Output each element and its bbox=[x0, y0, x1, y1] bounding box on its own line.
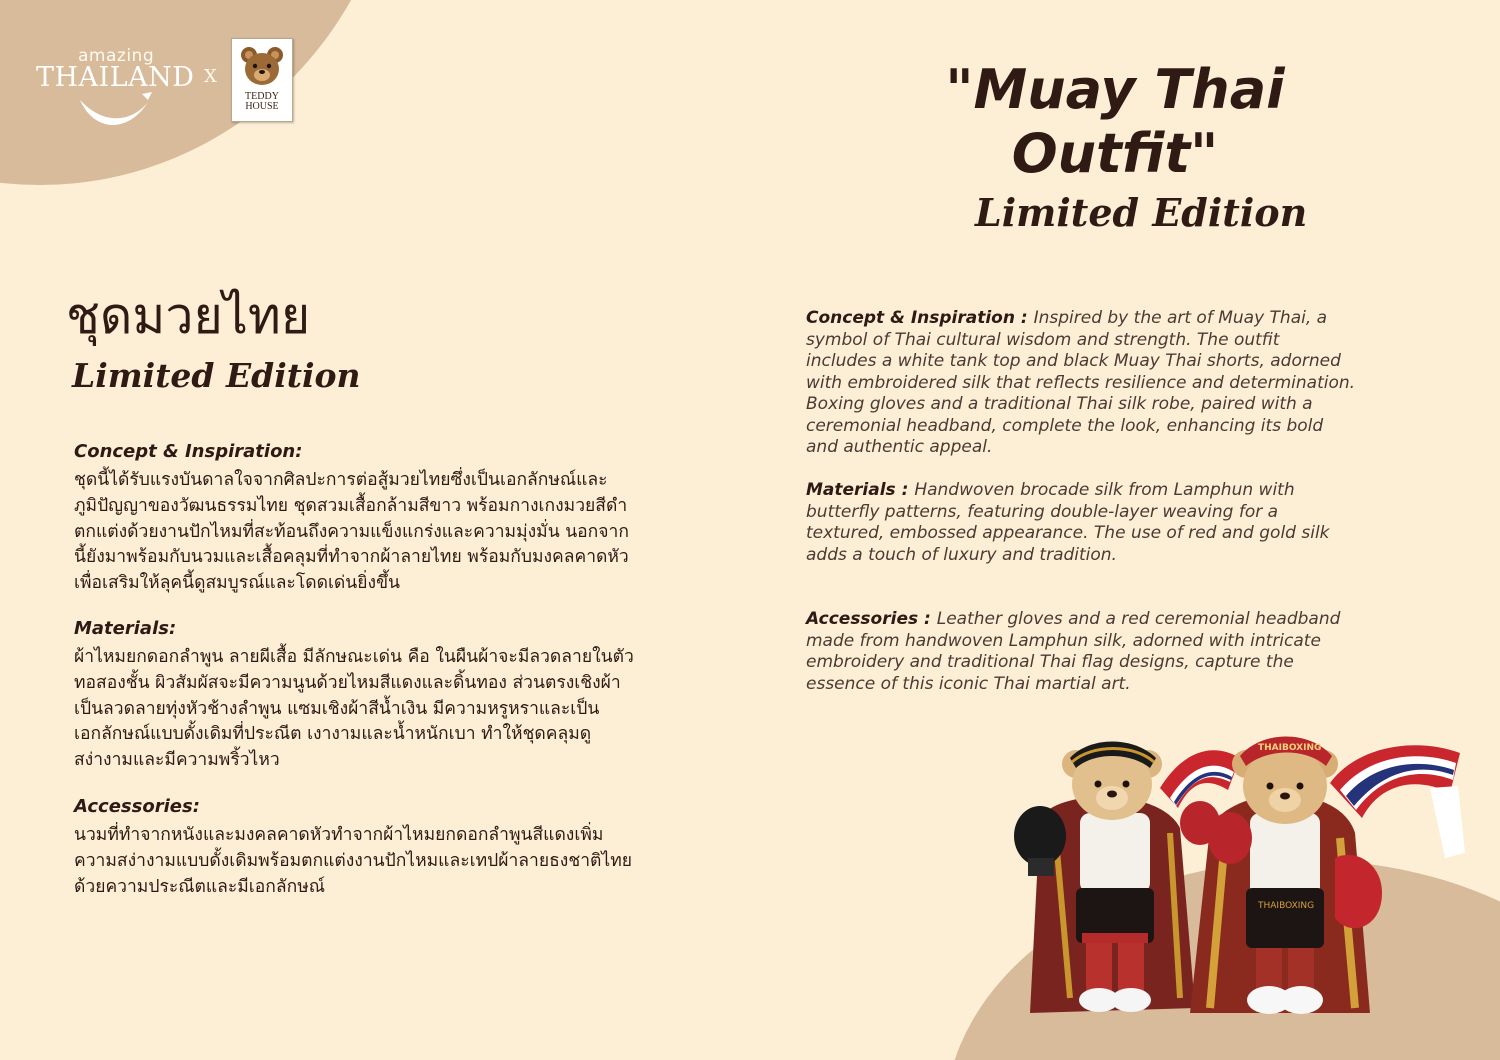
body-line: ceremonial headband, complete the look, enhancing its bold bbox=[806, 415, 1324, 436]
thai-section-concept bbox=[74, 440, 704, 597]
section-body bbox=[74, 468, 704, 597]
logo-amazing-text: amazing bbox=[78, 46, 155, 66]
teddy-house-text bbox=[232, 92, 292, 112]
body-line: ความสง่างามแบบดั้งเดิมพร้อมตกแต่งงานปักไหมและเทปผ้าลายธงชาติไทย bbox=[74, 850, 632, 871]
section-heading: Accessories : bbox=[806, 609, 937, 629]
body-line: adds a touch of luxury and tradition. bbox=[806, 544, 1117, 565]
teddy-house-line: HOUSE bbox=[245, 101, 279, 112]
body-line: embroidery and traditional Thai flag designs, capture the bbox=[806, 652, 1294, 672]
body-line: ตกแต่งด้วยงานปักไหมที่สะท้อนถึงความแข็งแกร่งและความมุ่งมั่น นอกจาก bbox=[74, 521, 629, 542]
body-line: butterfly patterns, featuring double-layer weaving for a bbox=[806, 501, 1279, 522]
headband-label: THAIBOXING bbox=[1258, 743, 1322, 753]
body-line: สง่างามและมีความพริ้วไหว bbox=[74, 750, 280, 771]
section-heading: Accessories: bbox=[74, 796, 200, 817]
body-line: ภูมิปัญญาของวัฒนธรรมไทย ชุดสวมเสื้อกล้ามสีขาว พร้อมกางเกงมวยสีดำ bbox=[74, 495, 628, 516]
english-title-line: Outfit" bbox=[1011, 122, 1219, 185]
thai-title: ชุดมวยไทย bbox=[66, 287, 311, 345]
teddy-house-line: TEDDY bbox=[245, 91, 279, 102]
amazing-thailand-logo bbox=[36, 46, 196, 136]
logo-thailand-text: THAILAND bbox=[36, 62, 195, 93]
body-line: เป็นลวดลายทุ่งหัวช้างลำพูน แซมเชิงผ้าสีน้ำเงิน มีความหรูหราและเป็น bbox=[74, 698, 600, 719]
english-section-concept bbox=[806, 308, 1456, 459]
body-line: with embroidered silk that reflects resilience and determination. bbox=[806, 372, 1356, 393]
body-line: ชุดนี้ได้รับแรงบันดาลใจจากศิลปะการต่อสู้มวยไทยซึ่งเป็นเอกลักษณ์และ bbox=[74, 470, 608, 490]
body-line: includes a white tank top and black Muay Thai shorts, adorned bbox=[806, 351, 1341, 371]
thai-section-accessories bbox=[74, 795, 704, 900]
body-line: Inspired by the art of Muay Thai, a bbox=[1033, 308, 1328, 328]
section-heading: Concept & Inspiration: bbox=[74, 441, 303, 462]
english-section-accessories bbox=[806, 609, 1456, 695]
body-line: Boxing gloves and a traditional Thai silk robe, paired with a bbox=[806, 394, 1313, 414]
body-line: made from handwoven Lamphun silk, adorned with intricate bbox=[806, 630, 1321, 651]
teddy-house-logo bbox=[231, 38, 293, 122]
body-line: and authentic appeal. bbox=[806, 437, 993, 457]
muay-thai-teddy-bears-image bbox=[1010, 728, 1480, 1028]
english-title-line: "Muay Thai bbox=[945, 58, 1285, 121]
body-line: Handwoven brocade silk from Lamphun with bbox=[914, 480, 1295, 500]
body-line: essence of this iconic Thai martial art. bbox=[806, 673, 1131, 694]
teddy-bear-icon bbox=[232, 39, 292, 91]
section-body bbox=[74, 823, 704, 900]
swoosh-icon bbox=[76, 92, 156, 136]
body-line: เอกลักษณ์แบบดั้งเดิมที่ประณีต เงางามและน้ำหนักเบา ทำให้ชุดคลุมดู bbox=[74, 724, 592, 745]
logo-separator: X bbox=[204, 66, 217, 87]
section-heading: Concept & Inspiration : bbox=[806, 308, 1034, 328]
body-line: นี้ยังมาพร้อมกับนวมและเสื้อคลุมที่ทำจากผ้าลายไทย พร้อมกับมงคลคาดหัว bbox=[74, 547, 629, 568]
body-line: symbol of Thai cultural wisdom and strength. The outfit bbox=[806, 329, 1280, 350]
body-line: ทอสองชั้น ผิวสัมผัสจะมีความนูนด้วยไหมสีแดงและดิ้นทอง ส่วนตรงเชิงผ้า bbox=[74, 672, 621, 693]
english-section-materials bbox=[806, 480, 1456, 566]
thai-section-materials bbox=[74, 617, 704, 774]
english-title bbox=[905, 58, 1325, 186]
thai-subtitle: Limited Edition bbox=[72, 356, 361, 395]
body-line: ด้วยความประณีตและมีเอกลักษณ์ bbox=[74, 876, 325, 897]
section-heading: Materials : bbox=[806, 480, 915, 500]
body-line: เพื่อเสริมให้ลุคนี้ดูสมบูรณ์และโดดเด่นยิ่งขึ้น bbox=[74, 573, 400, 594]
section-heading: Materials: bbox=[74, 618, 177, 639]
english-subtitle: Limited Edition bbox=[975, 190, 1308, 235]
body-line: นวมที่ทำจากหนังและมงคลคาดหัวทำจากผ้าไหมยกดอกลำพูนสีแดงเพิ่ม bbox=[74, 825, 604, 845]
section-body bbox=[74, 645, 704, 774]
body-line: ผ้าไหมยกดอกลำพูน ลายผีเสื้อ มีลักษณะเด่น คือ ในผืนผ้าจะมีลวดลายในตัว bbox=[74, 647, 634, 667]
body-line: textured, embossed appearance. The use of red and gold silk bbox=[806, 523, 1330, 543]
body-line: Leather gloves and a red ceremonial headband bbox=[936, 609, 1341, 629]
shorts-label: THAIBOXING bbox=[1258, 901, 1315, 911]
